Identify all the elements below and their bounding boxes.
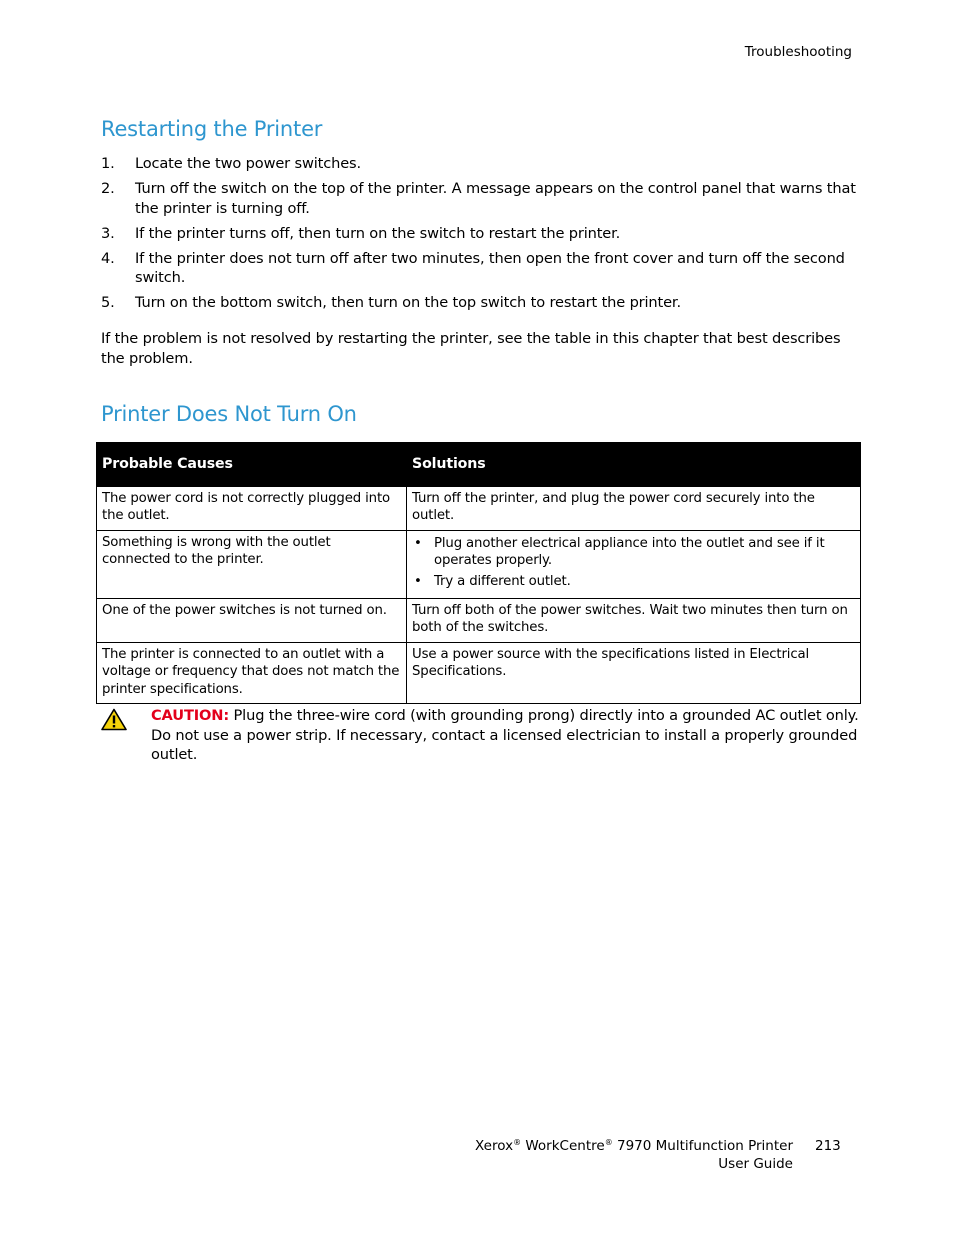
list-item: • Try a different outlet. [412, 573, 855, 590]
list-item [101, 249, 861, 288]
registered-mark: ® [513, 1138, 522, 1147]
solution-cell: Use a power source with the specifications listed in Electrical Specifications. [407, 642, 861, 703]
solution-cell: Turn off both of the power switches. Wait two minutes then turn on both of the switches. [407, 599, 861, 643]
cause-cell: The power cord is not correctly plugged into the outlet. [97, 487, 407, 531]
section-title-does-not-turn-on: Printer Does Not Turn On [101, 402, 357, 426]
table-header-row [97, 443, 861, 487]
footer-guide: User Guide [718, 1155, 793, 1172]
list-item [101, 154, 861, 174]
caution-body: Plug the three-wire cord (with grounding prong) directly into a grounded AC outlet only. Do not use a power strip. If necessary, contact a licensed electrician to install a properly grounded outlet. [151, 707, 859, 763]
footer-product: WorkCentre [521, 1138, 605, 1154]
registered-mark: ® [604, 1138, 613, 1147]
cause-cell: The printer is connected to an outlet with a voltage or frequency that does not match the printer specifications. [97, 642, 407, 703]
caution-text [151, 706, 863, 765]
footer-model: 7970 Multifunction Printer [612, 1138, 793, 1154]
cause-cell: One of the power switches is not turned on. [97, 599, 407, 643]
table-row [97, 530, 861, 598]
footer-brand: Xerox [475, 1138, 514, 1154]
step-text: Locate the two power switches. [135, 155, 361, 172]
column-header-causes: Probable Causes [97, 443, 407, 487]
footer-product-line [475, 1138, 793, 1156]
step-number: 1. [101, 155, 115, 172]
list-item [101, 224, 861, 244]
caution-note [101, 706, 863, 765]
table-row [97, 599, 861, 643]
step-text: Turn on the bottom switch, then turn on the top switch to restart the printer. [135, 294, 681, 311]
page-number: 213 [815, 1138, 841, 1154]
column-header-solutions: Solutions [407, 443, 861, 487]
table-row [97, 487, 861, 531]
step-text: If the printer turns off, then turn on the switch to restart the printer. [135, 224, 621, 242]
caution-label: CAUTION: [151, 707, 230, 724]
cause-cell: Something is wrong with the outlet connected to the printer. [97, 530, 407, 598]
list-item [101, 179, 861, 218]
step-number: 2. [101, 180, 115, 197]
warning-triangle-icon [101, 708, 127, 731]
solution-cell [407, 530, 861, 598]
list-item: • Plug another electrical appliance into the outlet and see if it operates properly. [412, 535, 855, 570]
restart-steps-list [101, 154, 861, 318]
solution-bullet-list [412, 535, 855, 590]
page-footer [475, 1138, 793, 1173]
step-number: 3. [101, 224, 115, 242]
step-text: If the printer does not turn off after two minutes, then open the front cover and turn off the second switch. [135, 249, 845, 286]
table-row [97, 642, 861, 703]
causes-solutions-table [96, 442, 861, 704]
step-number: 4. [101, 249, 115, 267]
section-title-restarting: Restarting the Printer [101, 117, 323, 141]
solution-cell: Turn off the printer, and plug the power cord securely into the outlet. [407, 487, 861, 531]
list-item [101, 293, 861, 313]
restart-note: If the problem is not resolved by restarting the printer, see the table in this chapter that best describes the problem. [101, 330, 841, 367]
step-text: Turn off the switch on the top of the printer. A message appears on the control panel that warns that the printer is turning off. [135, 180, 856, 217]
step-number: 5. [101, 294, 115, 311]
running-header: Troubleshooting [744, 44, 852, 60]
